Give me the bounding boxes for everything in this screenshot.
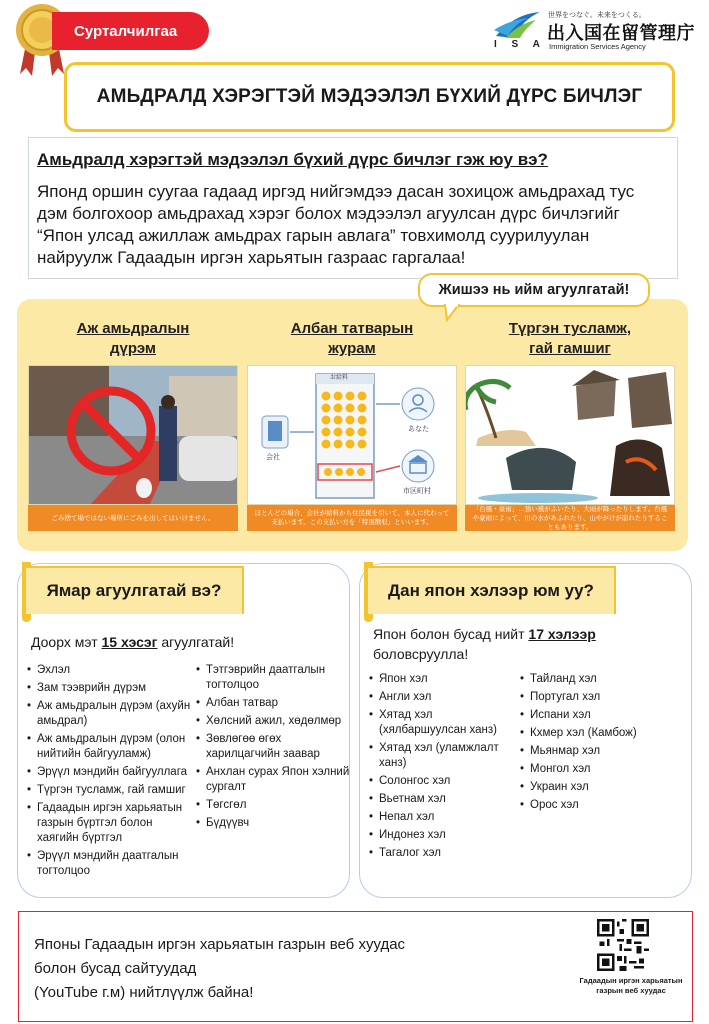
speech-tail-icon (443, 304, 463, 322)
intro-body: Японд оршин суугаа гадаад иргэд нийгэмдээ дасан зохицож амьдрахад тус дэм болгохоор амьдрахад хэрэг болох мэдээлэл агуулсан дүрс бичлэгийг “Япон улсад ажиллаж амьдрах гарын авлага” товхимолд суурилуулан найруулж Гадаадын иргэн харьятын газраас гаргалаа! (37, 182, 635, 267)
list-item: • Зам тээврийн дүрэм (27, 681, 192, 696)
list-item: • Аж амьдралын дүрэм (ахуйн амьдрал) (27, 699, 192, 729)
contents-intro-post: агуулгатай! (157, 634, 235, 650)
qr-caption (570, 976, 692, 996)
example-title (28, 319, 238, 363)
list-item: • Хятад хэл (хялбаршуулсан ханз) (369, 708, 519, 738)
qr-caption-line2: газрын веб хуудас (596, 986, 666, 995)
agency-abbreviation: I S A (494, 39, 546, 50)
contents-intro (31, 632, 234, 652)
example-caption: ごみ捨て場ではない場所にごみを出してはいけません。 (28, 505, 238, 531)
list-item: • Украин хэл (520, 780, 680, 795)
footer-text (34, 933, 405, 1005)
city-label: 市区町村 (403, 488, 431, 495)
examples-bubble: Жишээ нь ийм агуулгатай! (418, 273, 650, 307)
list-item: • Албан татвар (196, 696, 352, 711)
footer-line1: Японы Гадаадын иргэн харьяатын газрын веб хуудас (34, 936, 406, 953)
you-label: あなた (408, 426, 429, 433)
example-title-line1: Аж амьдралын (76, 320, 190, 337)
example-title-line1: Албан татварын (290, 320, 414, 337)
list-item: • Тэтгэврийн даатгалын тогтолцоо (196, 663, 352, 693)
intro-question: Амьдралд хэрэгтэй мэдээлэл бүхий дүрс бичлэг гэж юу вэ? (37, 150, 548, 169)
list-item: • Непал хэл (369, 810, 519, 825)
page-title: АМЬДРАЛД ХЭРЭГТЭЙ МЭДЭЭЛЭЛ БҮХИЙ ДҮРС БИЧЛЭГ (64, 62, 675, 132)
list-item: • Бүдүүвч (196, 816, 352, 831)
list-item: • Тагалог хэл (369, 846, 519, 861)
list-item: • Аж амьдралын дүрэм (олон нийтийн байгууламж) (27, 732, 192, 762)
street-scene-illustration (29, 366, 238, 505)
example-title (247, 319, 457, 363)
list-item: • Вьетнам хэл (369, 792, 519, 807)
example-image-street (28, 365, 238, 505)
list-item: • Испани хэл (520, 708, 680, 723)
languages-list-left (369, 672, 519, 864)
example-title (465, 319, 675, 363)
payslip-label: お給料 (330, 375, 349, 381)
list-item: • Индонез хэл (369, 828, 519, 843)
list-item: • Хөлсний ажил, хөдөлмөр (196, 714, 352, 729)
contents-intro-pre: Доорх мэт (31, 634, 102, 650)
example-title-line2: гай гамшиг (529, 340, 611, 357)
list-item: • Мьянмар хэл (520, 744, 680, 759)
agency-logo (492, 10, 702, 52)
list-item: • Зөвлөгөө өгөх харилцагчийн заавар (196, 732, 352, 762)
example-caption: 「台風・豪雨」…強い風がふいたり、大雨が降ったりします。台風や豪雨によって、川の水があふれたり、山やがけが崩れたりすることもあります。 (465, 505, 675, 531)
languages-list-right (520, 672, 680, 816)
list-item: • Тайланд хэл (520, 672, 680, 687)
contents-list-right (196, 663, 352, 834)
list-item: • Эхлэл (27, 663, 192, 678)
languages-intro-pre: Япон болон бусад нийт (373, 626, 529, 642)
list-item: • Төгсгөл (196, 798, 352, 813)
example-title-line2: журам (328, 340, 376, 357)
contents-count: 15 хэсэг (101, 634, 158, 650)
footer-line3: (YouTube г.м) нийтлүүлж байна! (34, 984, 254, 1001)
contents-heading: Ямар агуулгатай вэ? (26, 566, 244, 614)
qr-code-icon[interactable] (597, 919, 649, 971)
example-card-tax (247, 319, 457, 531)
contents-list-left (27, 663, 192, 882)
example-title-line2: дүрэм (109, 340, 156, 357)
languages-count: 17 хэлээр (528, 626, 596, 642)
list-item: • Эрүүл мэндийн байгууллага (27, 765, 192, 780)
list-item: • Япон хэл (369, 672, 519, 687)
list-item: • Монгол хэл (520, 762, 680, 777)
list-item: • Хятад хэл (уламжлалт ханз) (369, 741, 519, 771)
languages-intro (373, 624, 663, 664)
agency-tagline: 世界をつなぐ。未来をつくる。 (548, 12, 646, 19)
agency-name-jp: 出入国在留管理庁 (547, 23, 695, 43)
example-card-daily-rules (28, 319, 238, 531)
intro-box (28, 137, 678, 279)
languages-intro-post: боловсруулла! (373, 646, 469, 662)
list-item: • Орос хэл (520, 798, 680, 813)
list-item: • Португал хэл (520, 690, 680, 705)
list-item: • Түргэн тусламж, гай гамшиг (27, 783, 192, 798)
example-card-disaster (465, 319, 675, 531)
footer-box (18, 911, 693, 1022)
example-image-tax-diagram (247, 365, 457, 505)
list-item: • Солонгос хэл (369, 774, 519, 789)
company-label: 会社 (266, 454, 280, 461)
qr-caption-line1: Гадаадын иргэн харьяатын (579, 976, 683, 985)
example-title-line1: Түргэн тусламж, (508, 320, 632, 337)
disaster-illustration (466, 366, 675, 505)
list-item: • Эрүүл мэндийн даатгалын тогтолцоо (27, 849, 192, 879)
promotion-badge: Сурталчилгаа (52, 12, 209, 50)
list-item: • Кхмер хэл (Камбож) (520, 726, 680, 741)
footer-line2: болон бусад сайтуудад (34, 960, 197, 977)
list-item: • Англи хэл (369, 690, 519, 705)
list-item: • Гадаадын иргэн харьяатын газрын бүртгэл болон хаягийн бүртгэл (27, 801, 192, 846)
agency-name-en: Immigration Services Agency (549, 42, 646, 51)
tax-diagram-illustration (248, 366, 457, 505)
example-caption: ほとんどの場合、会社が給料から住民税を引いて、本人に代わって支払います。この支払い方を「特別徴収」といいます。 (247, 505, 457, 531)
list-item: • Анхлан сурах Япон хэлний сургалт (196, 765, 352, 795)
languages-heading: Дан япон хэлээр юм уу? (368, 566, 616, 614)
example-image-disaster (465, 365, 675, 505)
